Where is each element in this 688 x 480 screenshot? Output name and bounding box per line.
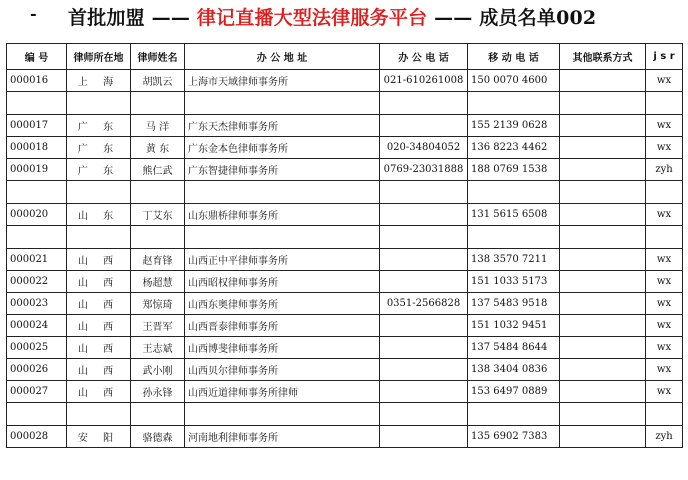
cell-location: 山 西 <box>67 337 131 359</box>
cell-address: 山西晋泰律师事务所 <box>185 315 380 337</box>
cell-jsr: wx <box>646 204 683 226</box>
cell-name: 郑惊琦 <box>131 293 185 315</box>
cell-other-contact <box>560 92 646 115</box>
cell-location: 广 东 <box>67 115 131 137</box>
cell-address: 山西博斐律师事务所 <box>185 337 380 359</box>
cell-address <box>185 92 380 115</box>
cell-name: 熊仁武 <box>131 159 185 181</box>
cell-other-contact <box>560 137 646 159</box>
cell-jsr: wx <box>646 293 683 315</box>
cell-id: 000016 <box>7 70 67 92</box>
cell-address <box>185 403 380 426</box>
cell-office-phone <box>380 315 468 337</box>
cell-office-phone <box>380 403 468 426</box>
cell-address: 山西贝尔律师事务所 <box>185 359 380 381</box>
cell-location <box>67 181 131 204</box>
cell-name <box>131 181 185 204</box>
table-row <box>7 271 683 293</box>
cell-location: 山 西 <box>67 359 131 381</box>
table-row <box>7 293 683 315</box>
table-row <box>7 337 683 359</box>
cell-jsr: zyh <box>646 159 683 181</box>
header-row <box>7 44 683 70</box>
cell-name <box>131 226 185 249</box>
cell-other-contact <box>560 381 646 403</box>
cell-mobile: 137 5484 8644 <box>468 337 560 359</box>
cell-other-contact <box>560 249 646 271</box>
cell-id <box>7 181 67 204</box>
title-prefix: 首批加盟 —— <box>68 7 197 29</box>
col-header-office-phone: 办 公 电 话 <box>380 44 468 70</box>
table-row <box>7 70 683 92</box>
table-row <box>7 249 683 271</box>
cell-jsr: wx <box>646 70 683 92</box>
col-header-mobile: 移 动 电 话 <box>468 44 560 70</box>
cell-mobile <box>468 226 560 249</box>
cell-location <box>67 403 131 426</box>
cell-mobile: 150 0070 4600 <box>468 70 560 92</box>
table-row <box>7 426 683 448</box>
cell-location: 山 西 <box>67 249 131 271</box>
table-row <box>7 359 683 381</box>
cell-mobile: 137 5483 9518 <box>468 293 560 315</box>
cell-other-contact <box>560 159 646 181</box>
page-title <box>68 3 596 30</box>
cell-jsr: wx <box>646 337 683 359</box>
cell-mobile: 153 6497 0889 <box>468 381 560 403</box>
cell-other-contact <box>560 115 646 137</box>
cell-address: 广东智捷律师事务所 <box>185 159 380 181</box>
cell-id: 000028 <box>7 426 67 448</box>
cell-location: 山 西 <box>67 315 131 337</box>
cell-other-contact <box>560 181 646 204</box>
cell-office-phone <box>380 115 468 137</box>
cell-office-phone: 0769-23031888 <box>380 159 468 181</box>
cell-office-phone <box>380 359 468 381</box>
cell-mobile: 138 3404 0836 <box>468 359 560 381</box>
cell-id: 000017 <box>7 115 67 137</box>
cell-id: 000021 <box>7 249 67 271</box>
table-row <box>7 115 683 137</box>
cell-other-contact <box>560 315 646 337</box>
cell-office-phone <box>380 426 468 448</box>
cell-id <box>7 403 67 426</box>
title-suffix: —— 成员名单002 <box>427 7 597 29</box>
cell-id <box>7 92 67 115</box>
cell-other-contact <box>560 70 646 92</box>
cell-location: 山 西 <box>67 271 131 293</box>
cell-name <box>131 92 185 115</box>
cell-address <box>185 181 380 204</box>
cell-address: 山西昭权律师事务所 <box>185 271 380 293</box>
col-header-id: 编 号 <box>7 44 67 70</box>
col-header-location: 律师所在地 <box>67 44 131 70</box>
cell-office-phone <box>380 226 468 249</box>
cell-mobile <box>468 92 560 115</box>
cell-address: 广东金本色律师事务所 <box>185 137 380 159</box>
cell-jsr <box>646 403 683 426</box>
cell-jsr: wx <box>646 137 683 159</box>
cell-office-phone <box>380 181 468 204</box>
table-row <box>7 137 683 159</box>
cell-id: 000018 <box>7 137 67 159</box>
cell-location: 上 海 <box>67 70 131 92</box>
cell-id: 000020 <box>7 204 67 226</box>
table-row <box>7 315 683 337</box>
cell-id: 000026 <box>7 359 67 381</box>
col-header-jsr: j s r <box>646 44 683 70</box>
cell-office-phone <box>380 381 468 403</box>
cell-id: 000023 <box>7 293 67 315</box>
blank-row <box>7 181 683 204</box>
cell-address: 山西正中平律师事务所 <box>185 249 380 271</box>
cell-office-phone: 021-610261008 <box>380 70 468 92</box>
cell-location <box>67 92 131 115</box>
table-row <box>7 381 683 403</box>
cell-jsr: wx <box>646 271 683 293</box>
cell-name: 马 洋 <box>131 115 185 137</box>
col-header-other-contact: 其他联系方式 <box>560 44 646 70</box>
cell-location <box>67 226 131 249</box>
cell-name: 杨超慧 <box>131 271 185 293</box>
cell-other-contact <box>560 403 646 426</box>
cell-name: 赵育锋 <box>131 249 185 271</box>
cell-other-contact <box>560 271 646 293</box>
cell-address: 河南地利律师事务所 <box>185 426 380 448</box>
cell-other-contact <box>560 359 646 381</box>
cell-id: 000027 <box>7 381 67 403</box>
cell-mobile: 151 1032 9451 <box>468 315 560 337</box>
member-table <box>6 43 683 448</box>
cell-jsr: wx <box>646 359 683 381</box>
cell-office-phone: 0351-2566828 <box>380 293 468 315</box>
table-row <box>7 159 683 181</box>
cell-address: 山西近道律师事务所律师 <box>185 381 380 403</box>
cell-address: 山东鼎桥律师事务所 <box>185 204 380 226</box>
cell-location: 广 东 <box>67 137 131 159</box>
cell-office-phone <box>380 337 468 359</box>
cell-name: 王晋军 <box>131 315 185 337</box>
cell-id: 000025 <box>7 337 67 359</box>
cell-location: 山 西 <box>67 381 131 403</box>
blank-row <box>7 226 683 249</box>
col-header-name: 律师姓名 <box>131 44 185 70</box>
cell-jsr: wx <box>646 381 683 403</box>
cell-id: 000024 <box>7 315 67 337</box>
col-header-address: 办 公 地 址 <box>185 44 380 70</box>
blank-row <box>7 403 683 426</box>
cell-office-phone <box>380 271 468 293</box>
cell-jsr: zyh <box>646 426 683 448</box>
cell-office-phone <box>380 92 468 115</box>
cell-office-phone <box>380 204 468 226</box>
cell-jsr <box>646 181 683 204</box>
blank-row <box>7 92 683 115</box>
cell-name <box>131 403 185 426</box>
cell-jsr: wx <box>646 115 683 137</box>
cell-other-contact <box>560 204 646 226</box>
cell-location: 山 西 <box>67 293 131 315</box>
cell-jsr: wx <box>646 249 683 271</box>
cell-mobile: 155 2139 0628 <box>468 115 560 137</box>
cell-office-phone: 020-34804052 <box>380 137 468 159</box>
cell-other-contact <box>560 226 646 249</box>
cell-name: 胡凯云 <box>131 70 185 92</box>
cell-id: 000022 <box>7 271 67 293</box>
cell-name: 王志斌 <box>131 337 185 359</box>
cell-mobile <box>468 181 560 204</box>
cell-mobile: 138 3570 7211 <box>468 249 560 271</box>
cell-address <box>185 226 380 249</box>
cell-location: 山 东 <box>67 204 131 226</box>
cell-mobile: 136 8223 4462 <box>468 137 560 159</box>
cell-name: 黄 东 <box>131 137 185 159</box>
cell-address: 山西东奥律师事务所 <box>185 293 380 315</box>
cell-mobile: 151 1033 5173 <box>468 271 560 293</box>
cell-name: 孙永锋 <box>131 381 185 403</box>
cell-other-contact <box>560 426 646 448</box>
cell-address: 广东天杰律师事务所 <box>185 115 380 137</box>
cell-mobile <box>468 403 560 426</box>
cell-mobile: 131 5615 6508 <box>468 204 560 226</box>
cell-mobile: 135 6902 7383 <box>468 426 560 448</box>
cell-location: 安 阳 <box>67 426 131 448</box>
cell-name: 骆德森 <box>131 426 185 448</box>
cell-name: 武小刚 <box>131 359 185 381</box>
title-dash: - <box>30 4 37 23</box>
member-rows <box>7 70 683 448</box>
cell-other-contact <box>560 337 646 359</box>
title-row <box>0 0 688 36</box>
cell-jsr <box>646 226 683 249</box>
cell-id <box>7 226 67 249</box>
cell-mobile: 188 0769 1538 <box>468 159 560 181</box>
cell-address: 上海市天域律师事务所 <box>185 70 380 92</box>
cell-jsr <box>646 92 683 115</box>
table-row <box>7 204 683 226</box>
cell-other-contact <box>560 293 646 315</box>
cell-jsr: wx <box>646 315 683 337</box>
cell-location: 广 东 <box>67 159 131 181</box>
cell-id: 000019 <box>7 159 67 181</box>
cell-name: 丁艾东 <box>131 204 185 226</box>
cell-office-phone <box>380 249 468 271</box>
title-highlight: 律记直播大型法律服务平台 <box>196 7 428 29</box>
